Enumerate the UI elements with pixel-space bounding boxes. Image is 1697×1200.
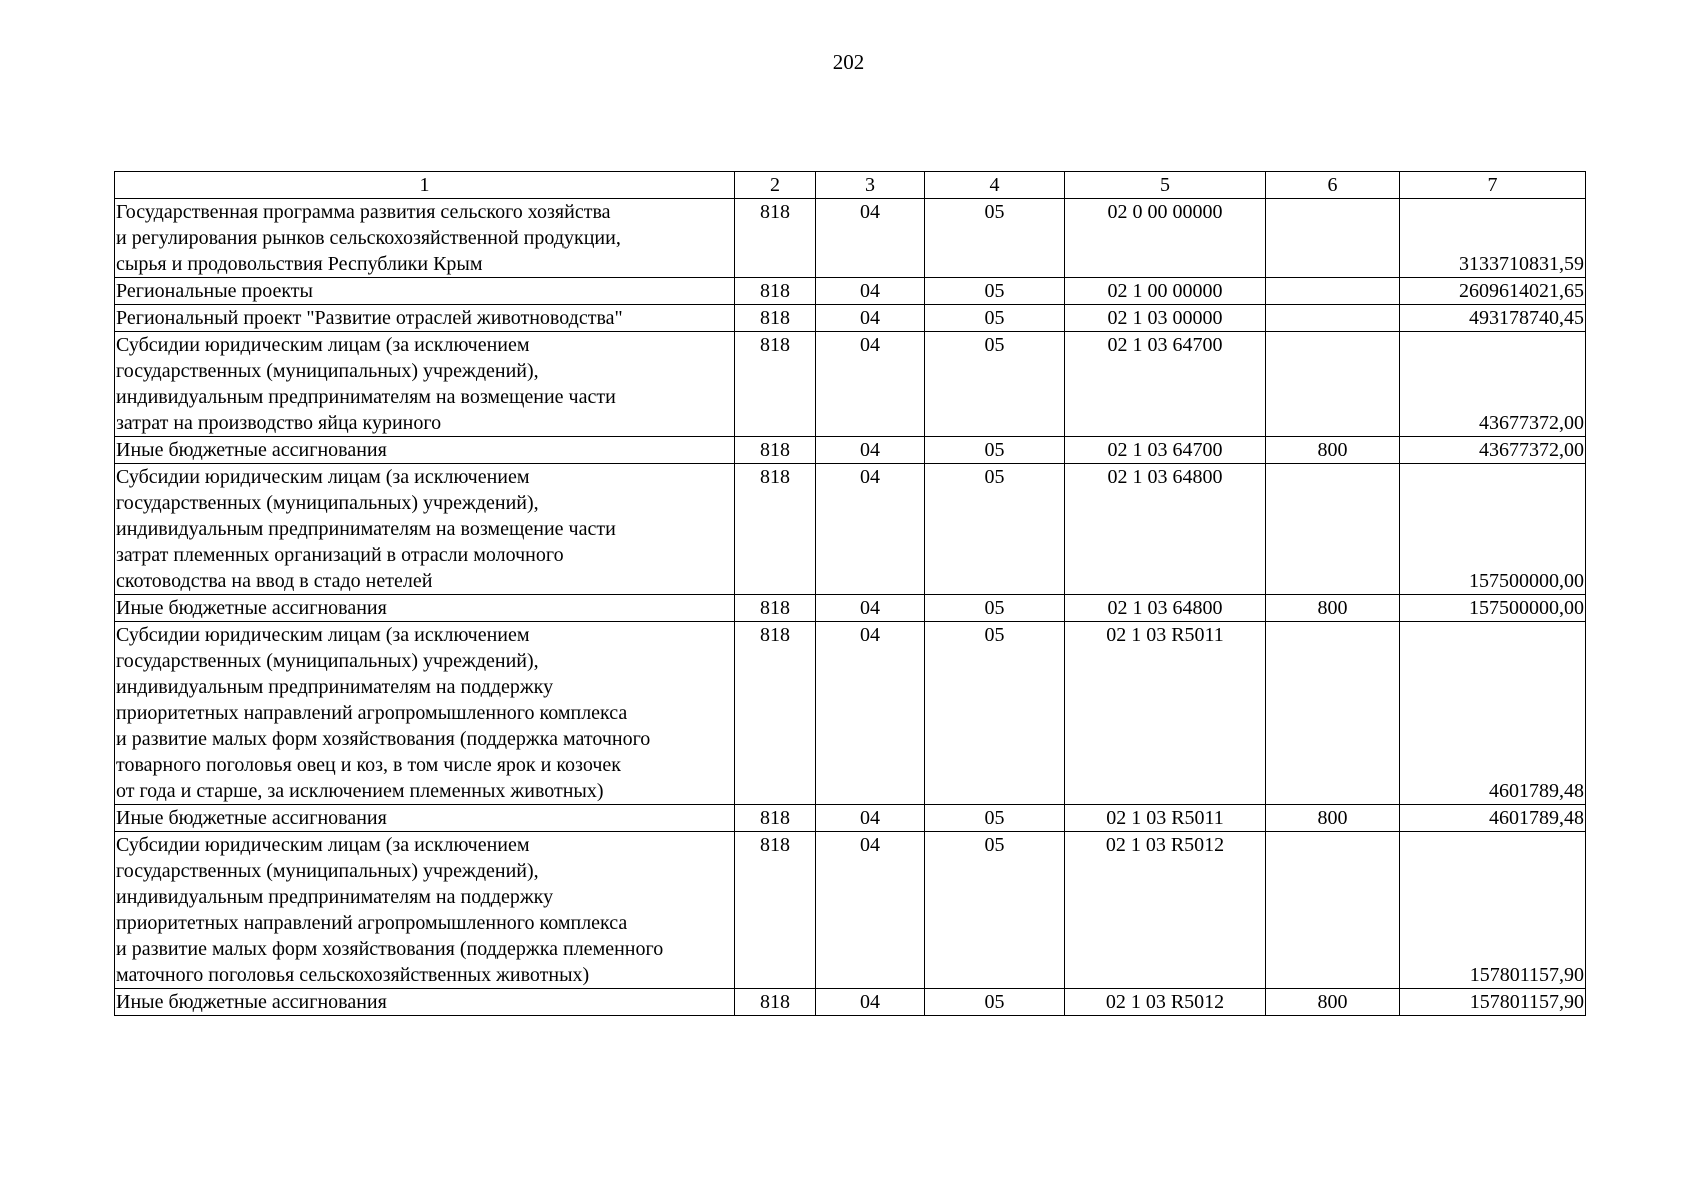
admin-code-cell: 818	[735, 622, 816, 805]
expense-type-cell	[1266, 305, 1400, 332]
header-row	[115, 172, 1586, 199]
subsection-cell: 05	[925, 832, 1065, 989]
amount-cell: 4601789,48	[1400, 805, 1586, 832]
expense-type-cell: 800	[1266, 989, 1400, 1016]
amount-cell: 3133710831,59	[1400, 199, 1586, 278]
section-cell: 04	[816, 805, 925, 832]
amount-cell: 157801157,90	[1400, 832, 1586, 989]
item-name-cell: Субсидии юридическим лицам (за исключением государственных (муниципальных) учреждений), индивидуальным предпринимателям на поддержку приоритетных направлений агропромышленного комплекса и развитие малых форм хозяйствования (поддержка маточного товарного поголовья овец и коз, в том числе ярок и козочек от года и старше, за исключением племенных животных)	[115, 622, 735, 805]
subsection-cell: 05	[925, 805, 1065, 832]
table-row	[115, 305, 1586, 332]
amount-cell: 493178740,45	[1400, 305, 1586, 332]
section-cell: 04	[816, 622, 925, 805]
admin-code-cell: 818	[735, 464, 816, 595]
section-cell: 04	[816, 305, 925, 332]
amount-cell: 43677372,00	[1400, 437, 1586, 464]
expense-type-cell	[1266, 332, 1400, 437]
amount-cell: 157500000,00	[1400, 595, 1586, 622]
section-cell: 04	[816, 332, 925, 437]
item-name-cell: Иные бюджетные ассигнования	[115, 595, 735, 622]
column-header-1: 1	[115, 172, 735, 199]
table-row	[115, 437, 1586, 464]
section-cell: 04	[816, 989, 925, 1016]
admin-code-cell: 818	[735, 332, 816, 437]
admin-code-cell: 818	[735, 832, 816, 989]
section-cell: 04	[816, 199, 925, 278]
table-row	[115, 278, 1586, 305]
amount-cell: 157801157,90	[1400, 989, 1586, 1016]
subsection-cell: 05	[925, 622, 1065, 805]
table-header	[115, 172, 1586, 199]
expense-type-cell	[1266, 278, 1400, 305]
column-header-5: 5	[1065, 172, 1266, 199]
item-name-cell: Субсидии юридическим лицам (за исключением государственных (муниципальных) учреждений), индивидуальным предпринимателям на возмещение части затрат племенных организаций в отрасли молочного скотоводства на ввод в стадо нетелей	[115, 464, 735, 595]
subsection-cell: 05	[925, 989, 1065, 1016]
table-body	[115, 199, 1586, 1016]
target-article-cell: 02 1 03 R5011	[1065, 805, 1266, 832]
admin-code-cell: 818	[735, 989, 816, 1016]
table-row	[115, 595, 1586, 622]
expense-type-cell: 800	[1266, 595, 1400, 622]
amount-cell: 2609614021,65	[1400, 278, 1586, 305]
expense-type-cell: 800	[1266, 805, 1400, 832]
subsection-cell: 05	[925, 332, 1065, 437]
item-name-cell: Субсидии юридическим лицам (за исключением государственных (муниципальных) учреждений), индивидуальным предпринимателям на возмещение части затрат на производство яйца куриного	[115, 332, 735, 437]
item-name-cell: Иные бюджетные ассигнования	[115, 989, 735, 1016]
column-header-4: 4	[925, 172, 1065, 199]
budget-table	[114, 171, 1586, 1016]
target-article-cell: 02 1 03 R5011	[1065, 622, 1266, 805]
expense-type-cell	[1266, 622, 1400, 805]
item-name-cell: Региональные проекты	[115, 278, 735, 305]
section-cell: 04	[816, 437, 925, 464]
target-article-cell: 02 1 03 64800	[1065, 464, 1266, 595]
subsection-cell: 05	[925, 464, 1065, 595]
admin-code-cell: 818	[735, 199, 816, 278]
expense-type-cell	[1266, 199, 1400, 278]
table-row	[115, 989, 1586, 1016]
expense-type-cell	[1266, 464, 1400, 595]
subsection-cell: 05	[925, 595, 1065, 622]
section-cell: 04	[816, 595, 925, 622]
item-name-cell: Региональный проект "Развитие отраслей животноводства"	[115, 305, 735, 332]
target-article-cell: 02 1 03 64700	[1065, 332, 1266, 437]
column-header-6: 6	[1266, 172, 1400, 199]
target-article-cell: 02 1 03 64800	[1065, 595, 1266, 622]
section-cell: 04	[816, 278, 925, 305]
table-row	[115, 464, 1586, 595]
item-name-cell: Иные бюджетные ассигнования	[115, 805, 735, 832]
column-header-3: 3	[816, 172, 925, 199]
amount-cell: 4601789,48	[1400, 622, 1586, 805]
table-row	[115, 805, 1586, 832]
admin-code-cell: 818	[735, 278, 816, 305]
target-article-cell: 02 1 00 00000	[1065, 278, 1266, 305]
subsection-cell: 05	[925, 278, 1065, 305]
subsection-cell: 05	[925, 437, 1065, 464]
target-article-cell: 02 1 03 R5012	[1065, 989, 1266, 1016]
admin-code-cell: 818	[735, 437, 816, 464]
admin-code-cell: 818	[735, 595, 816, 622]
expense-type-cell: 800	[1266, 437, 1400, 464]
amount-cell: 43677372,00	[1400, 332, 1586, 437]
target-article-cell: 02 1 03 64700	[1065, 437, 1266, 464]
table-row	[115, 199, 1586, 278]
table-row	[115, 332, 1586, 437]
table-row	[115, 832, 1586, 989]
column-header-7: 7	[1400, 172, 1586, 199]
target-article-cell: 02 1 03 R5012	[1065, 832, 1266, 989]
target-article-cell: 02 1 03 00000	[1065, 305, 1266, 332]
admin-code-cell: 818	[735, 305, 816, 332]
subsection-cell: 05	[925, 305, 1065, 332]
amount-cell: 157500000,00	[1400, 464, 1586, 595]
subsection-cell: 05	[925, 199, 1065, 278]
section-cell: 04	[816, 832, 925, 989]
column-header-2: 2	[735, 172, 816, 199]
item-name-cell: Субсидии юридическим лицам (за исключением государственных (муниципальных) учреждений), индивидуальным предпринимателям на поддержку приоритетных направлений агропромышленного комплекса и развитие малых форм хозяйствования (поддержка племенного маточного поголовья сельскохозяйственных животных)	[115, 832, 735, 989]
section-cell: 04	[816, 464, 925, 595]
item-name-cell: Иные бюджетные ассигнования	[115, 437, 735, 464]
table-row	[115, 622, 1586, 805]
target-article-cell: 02 0 00 00000	[1065, 199, 1266, 278]
admin-code-cell: 818	[735, 805, 816, 832]
expense-type-cell	[1266, 832, 1400, 989]
page-number: 202	[832, 50, 865, 74]
item-name-cell: Государственная программа развития сельского хозяйства и регулирования рынков сельскохозяйственной продукции, сырья и продовольствия Республики Крым	[115, 199, 735, 278]
